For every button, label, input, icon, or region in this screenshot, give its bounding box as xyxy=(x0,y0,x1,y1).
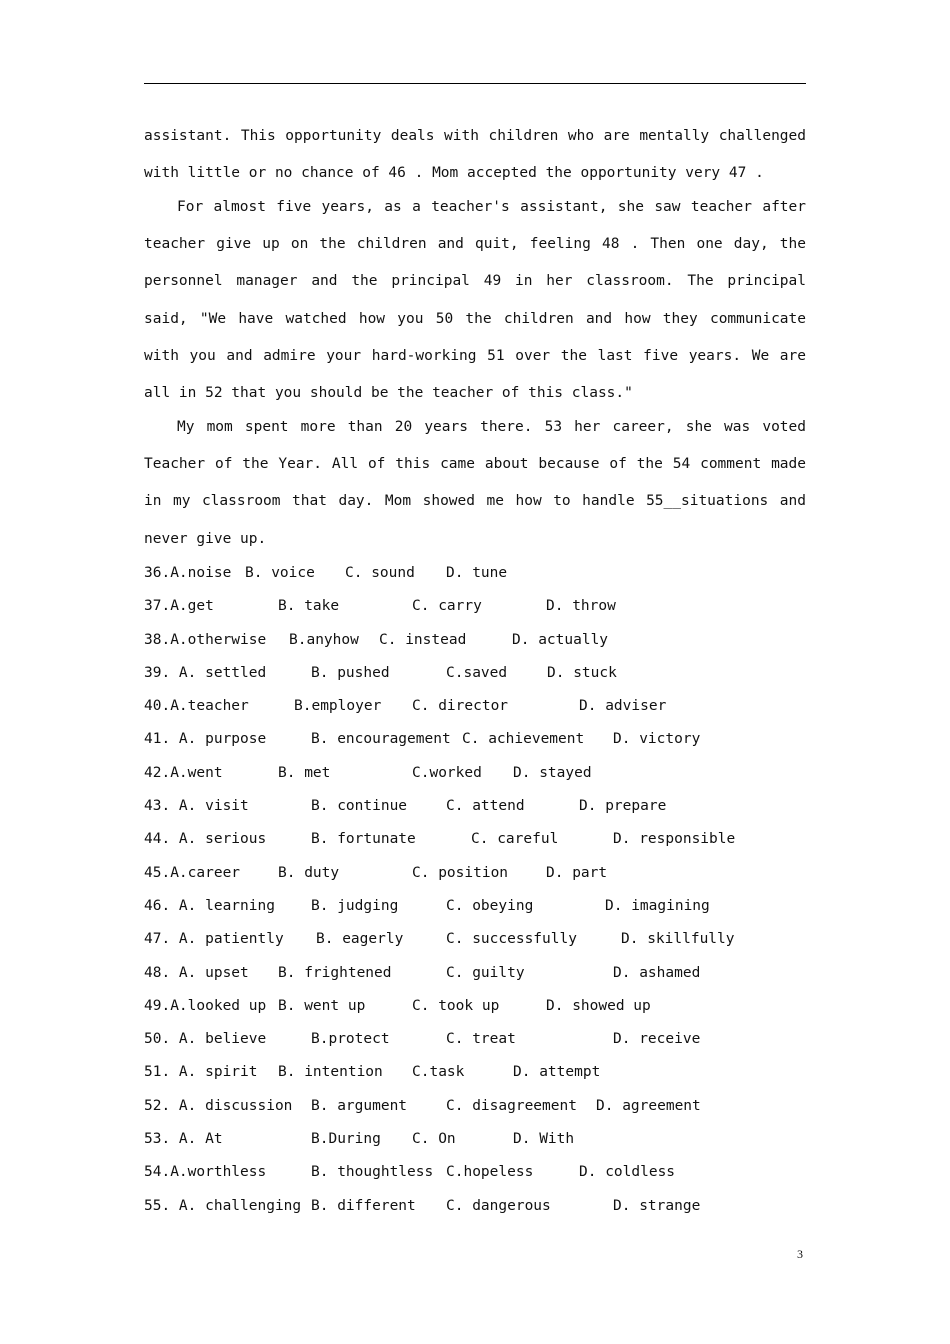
option-row xyxy=(144,1193,806,1226)
option-row xyxy=(144,627,806,660)
option-c: C. attend xyxy=(446,798,525,815)
option-c: C.task xyxy=(412,1064,465,1081)
option-row xyxy=(144,660,806,693)
option-d: D. imagining xyxy=(605,897,710,914)
option-row xyxy=(144,1093,806,1126)
option-a: 47. A. patiently xyxy=(144,931,284,948)
paragraph-3 xyxy=(144,409,806,558)
paragraph-2 xyxy=(144,189,806,412)
option-b: B.During xyxy=(311,1131,381,1148)
option-row xyxy=(144,1059,806,1092)
option-a: 44. A. serious xyxy=(144,831,267,848)
option-b: B. fortunate xyxy=(311,831,416,848)
option-a: 51. A. spirit xyxy=(144,1064,258,1081)
option-b: B.employer xyxy=(294,698,382,715)
option-c: C. careful xyxy=(471,831,559,848)
option-a: 36.A.noise xyxy=(144,565,232,581)
option-b: B. went up xyxy=(278,997,366,1014)
option-d: D. coldless xyxy=(579,1164,676,1181)
option-b: B. eagerly xyxy=(316,931,404,948)
option-a: 46. A. learning xyxy=(144,897,275,914)
text-line: personnel manager and the principal 49 in her classroom. The principal xyxy=(144,273,806,290)
option-d: D. responsible xyxy=(613,831,736,848)
option-d: D. showed up xyxy=(546,997,651,1014)
option-b: B. pushed xyxy=(311,664,390,681)
option-row xyxy=(144,726,806,759)
option-b: B. intention xyxy=(278,1064,383,1081)
option-a: 53. A. At xyxy=(144,1131,223,1148)
text-line: teacher give up on the children and quit, feeling 48 . Then one day, the xyxy=(144,236,806,253)
option-a: 37.A.get xyxy=(144,598,214,615)
option-d: D. receive xyxy=(613,1031,701,1048)
option-c: C. guilty xyxy=(446,964,525,981)
option-c: C.worked xyxy=(412,764,482,781)
text-line: assistant. This opportunity deals with children who are mentally challenged xyxy=(144,128,806,144)
option-b: B.protect xyxy=(311,1031,390,1048)
page-number: 3 xyxy=(797,1247,803,1261)
option-row xyxy=(144,760,806,793)
option-d: D. prepare xyxy=(579,798,667,815)
option-d: D. attempt xyxy=(513,1064,601,1081)
option-d: D. With xyxy=(513,1131,575,1148)
option-b: B. continue xyxy=(311,798,408,815)
option-c: C. On xyxy=(412,1131,456,1148)
option-d: D. agreement xyxy=(596,1097,701,1114)
option-b: B. different xyxy=(311,1197,416,1214)
option-a: 48. A. upset xyxy=(144,964,249,981)
option-a: 41. A. purpose xyxy=(144,731,267,748)
option-c: C. instead xyxy=(379,631,467,648)
option-b: B. encouragement xyxy=(311,731,451,748)
option-d: D. victory xyxy=(613,731,701,748)
option-a: 40.A.teacher xyxy=(144,698,249,715)
option-b: B. judging xyxy=(311,897,399,914)
option-a: 52. A. discussion xyxy=(144,1097,293,1114)
option-c: C. treat xyxy=(446,1031,516,1048)
text-line: My mom spent more than 20 years there. 53 her career, she was voted xyxy=(177,419,806,435)
option-row xyxy=(144,793,806,826)
option-c: C. disagreement xyxy=(446,1097,577,1114)
option-row xyxy=(144,860,806,893)
option-d: D. throw xyxy=(546,598,616,615)
option-a: 55. A. challenging xyxy=(144,1197,302,1214)
option-c: C. successfully xyxy=(446,931,577,948)
option-c: C. position xyxy=(412,864,509,881)
text-line: with you and admire your hard-working 51 over the last five years. We are xyxy=(144,347,806,364)
option-b: B. take xyxy=(278,598,340,615)
option-row xyxy=(144,693,806,726)
text-line: For almost five years, as a teacher's assistant, she saw teacher after xyxy=(177,199,806,215)
header-rule xyxy=(144,83,806,84)
option-a: 38.A.otherwise xyxy=(144,631,267,648)
option-row xyxy=(144,926,806,959)
option-b: B. met xyxy=(278,764,331,781)
option-c: C. obeying xyxy=(446,897,534,914)
option-a: 49.A.looked up xyxy=(144,997,267,1014)
text-line: said, "We have watched how you 50 the children and how they communicate xyxy=(144,310,806,327)
option-row xyxy=(144,826,806,859)
option-c: C. dangerous xyxy=(446,1197,551,1214)
text-line: all in 52 that you should be the teacher of this class." xyxy=(144,384,633,401)
option-a: 42.A.went xyxy=(144,764,223,781)
text-line: Teacher of the Year. All of this came about because of the 54 comment made xyxy=(144,456,806,473)
paragraph-1 xyxy=(144,118,806,192)
option-c: C. achievement xyxy=(462,731,585,748)
option-d: D. adviser xyxy=(579,698,667,715)
options-list xyxy=(144,560,806,1226)
option-a: 54.A.worthless xyxy=(144,1164,267,1181)
option-a: 45.A.career xyxy=(144,864,241,881)
option-b: B.anyhow xyxy=(289,631,359,648)
option-d: D. skillfully xyxy=(621,931,735,948)
option-b: B. thoughtless xyxy=(311,1164,434,1181)
option-d: D. actually xyxy=(512,631,609,648)
option-b: B. frightened xyxy=(278,964,392,981)
text-line: never give up. xyxy=(144,530,267,547)
option-d: D. strange xyxy=(613,1197,701,1214)
option-row xyxy=(144,960,806,993)
option-c: C. sound xyxy=(345,565,415,581)
option-b: B. voice xyxy=(245,565,315,581)
option-c: C. carry xyxy=(412,598,482,615)
option-row xyxy=(144,560,806,593)
option-a: 43. A. visit xyxy=(144,798,249,815)
option-row xyxy=(144,593,806,626)
option-d: D. stayed xyxy=(513,764,592,781)
text-line: with little or no chance of 46 . Mom accepted the opportunity very 47 . xyxy=(144,165,764,182)
option-row xyxy=(144,1026,806,1059)
option-c: C. director xyxy=(412,698,509,715)
option-b: B. duty xyxy=(278,864,340,881)
option-row xyxy=(144,993,806,1026)
text-line: in my classroom that day. Mom showed me how to handle 55__situations and xyxy=(144,493,806,510)
option-row xyxy=(144,1159,806,1192)
option-c: C.hopeless xyxy=(446,1164,534,1181)
option-c: C.saved xyxy=(446,664,508,681)
option-d: D. ashamed xyxy=(613,964,701,981)
option-row xyxy=(144,893,806,926)
option-row xyxy=(144,1126,806,1159)
option-d: D. stuck xyxy=(547,664,617,681)
option-d: D. tune xyxy=(446,565,508,581)
option-c: C. took up xyxy=(412,997,500,1014)
option-d: D. part xyxy=(546,864,608,881)
option-b: B. argument xyxy=(311,1097,408,1114)
option-a: 39. A. settled xyxy=(144,664,267,681)
option-a: 50. A. believe xyxy=(144,1031,267,1048)
